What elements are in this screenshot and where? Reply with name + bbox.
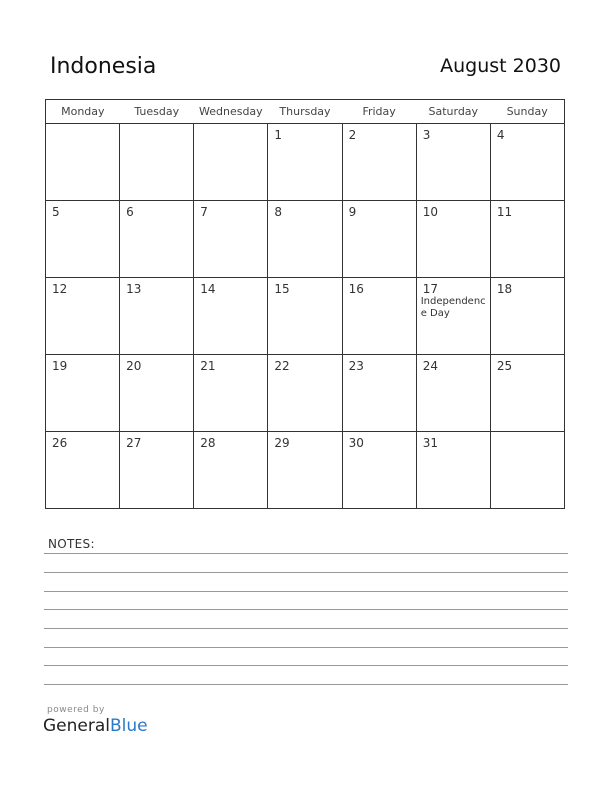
day-cell: [120, 124, 194, 201]
week-row: [46, 201, 565, 278]
day-number: 2: [348, 128, 357, 142]
brand-general: General: [43, 716, 110, 736]
day-number: 14: [200, 282, 216, 296]
day-number: 19: [52, 359, 68, 373]
calendar-body: [46, 124, 565, 509]
day-cell: [416, 201, 490, 278]
day-cell: [342, 432, 416, 509]
day-cell: [268, 432, 342, 509]
day-number: 24: [422, 359, 438, 373]
day-cell: [194, 432, 268, 509]
brand-blue: Blue: [110, 716, 148, 736]
day-cell: [416, 355, 490, 432]
country-title: Indonesia: [50, 54, 157, 79]
day-cell: [268, 278, 342, 355]
day-cell: [342, 278, 416, 355]
weekday-header-row: [46, 100, 565, 124]
day-cell: [46, 201, 120, 278]
note-line: [44, 647, 568, 648]
day-cell: [416, 124, 490, 201]
day-number: 26: [52, 436, 68, 450]
day-number: 15: [274, 282, 290, 296]
day-cell: [46, 124, 120, 201]
day-number: 30: [348, 436, 364, 450]
generalblue-logo: [43, 716, 148, 736]
day-cell: [46, 278, 120, 355]
day-cell: [490, 201, 564, 278]
day-cell: [416, 278, 490, 355]
notes-label: NOTES:: [48, 537, 95, 551]
day-cell: [194, 124, 268, 201]
day-cell: [416, 432, 490, 509]
day-number: 8: [274, 205, 283, 219]
day-cell: [342, 201, 416, 278]
day-number: 31: [422, 436, 438, 450]
day-number: 27: [126, 436, 142, 450]
note-line: [44, 572, 568, 573]
note-line: [44, 684, 568, 685]
day-number: 10: [422, 205, 438, 219]
day-cell: [120, 278, 194, 355]
day-cell: [46, 355, 120, 432]
powered-by-text: powered by: [47, 705, 105, 715]
day-number: 1: [274, 128, 283, 142]
day-cell: [268, 124, 342, 201]
month-title: August 2030: [440, 55, 561, 77]
day-cell: [268, 201, 342, 278]
day-number: 20: [126, 359, 142, 373]
day-number: 11: [496, 205, 513, 219]
day-number: 13: [126, 282, 142, 296]
day-number: 28: [200, 436, 216, 450]
day-cell: [194, 355, 268, 432]
week-row: [46, 432, 565, 509]
note-line: [44, 609, 568, 610]
note-line: [44, 553, 568, 554]
day-number: 3: [422, 128, 431, 142]
weekday-monday: Monday: [46, 100, 120, 124]
day-number: 5: [52, 205, 60, 219]
note-line: [44, 665, 568, 666]
day-number: 23: [348, 359, 364, 373]
weekday-thursday: Thursday: [268, 100, 342, 124]
day-number: 18: [496, 282, 513, 296]
note-line: [44, 628, 568, 629]
day-number: 6: [126, 205, 134, 219]
weekday-friday: Friday: [342, 100, 416, 124]
day-cell: [46, 432, 120, 509]
day-cell: [120, 432, 194, 509]
day-number: 7: [200, 205, 208, 219]
day-number: 16: [348, 282, 364, 296]
day-cell: [490, 355, 564, 432]
day-cell: [120, 201, 194, 278]
weekday-wednesday: Wednesday: [194, 100, 268, 124]
day-cell: [120, 355, 194, 432]
holiday-label: Independence Day: [420, 296, 486, 319]
week-row: [46, 124, 565, 201]
day-cell: [490, 278, 564, 355]
day-number: 29: [274, 436, 290, 450]
day-cell: [268, 355, 342, 432]
weekday-sunday: Sunday: [490, 100, 564, 124]
day-cell: [342, 124, 416, 201]
weekday-tuesday: Tuesday: [120, 100, 194, 124]
day-number: 17: [422, 282, 438, 296]
day-number: 9: [348, 205, 357, 219]
day-number: 12: [52, 282, 68, 296]
day-number: 22: [274, 359, 290, 373]
weekday-saturday: Saturday: [416, 100, 490, 124]
day-number: 25: [496, 359, 513, 373]
day-cell: [490, 124, 564, 201]
calendar-grid: [45, 99, 565, 509]
day-cell: [490, 432, 564, 509]
day-cell: [194, 201, 268, 278]
day-number: 4: [496, 128, 505, 142]
week-row: [46, 278, 565, 355]
week-row: [46, 355, 565, 432]
day-cell: [342, 355, 416, 432]
day-cell: [194, 278, 268, 355]
note-line: [44, 591, 568, 592]
day-number: 21: [200, 359, 216, 373]
